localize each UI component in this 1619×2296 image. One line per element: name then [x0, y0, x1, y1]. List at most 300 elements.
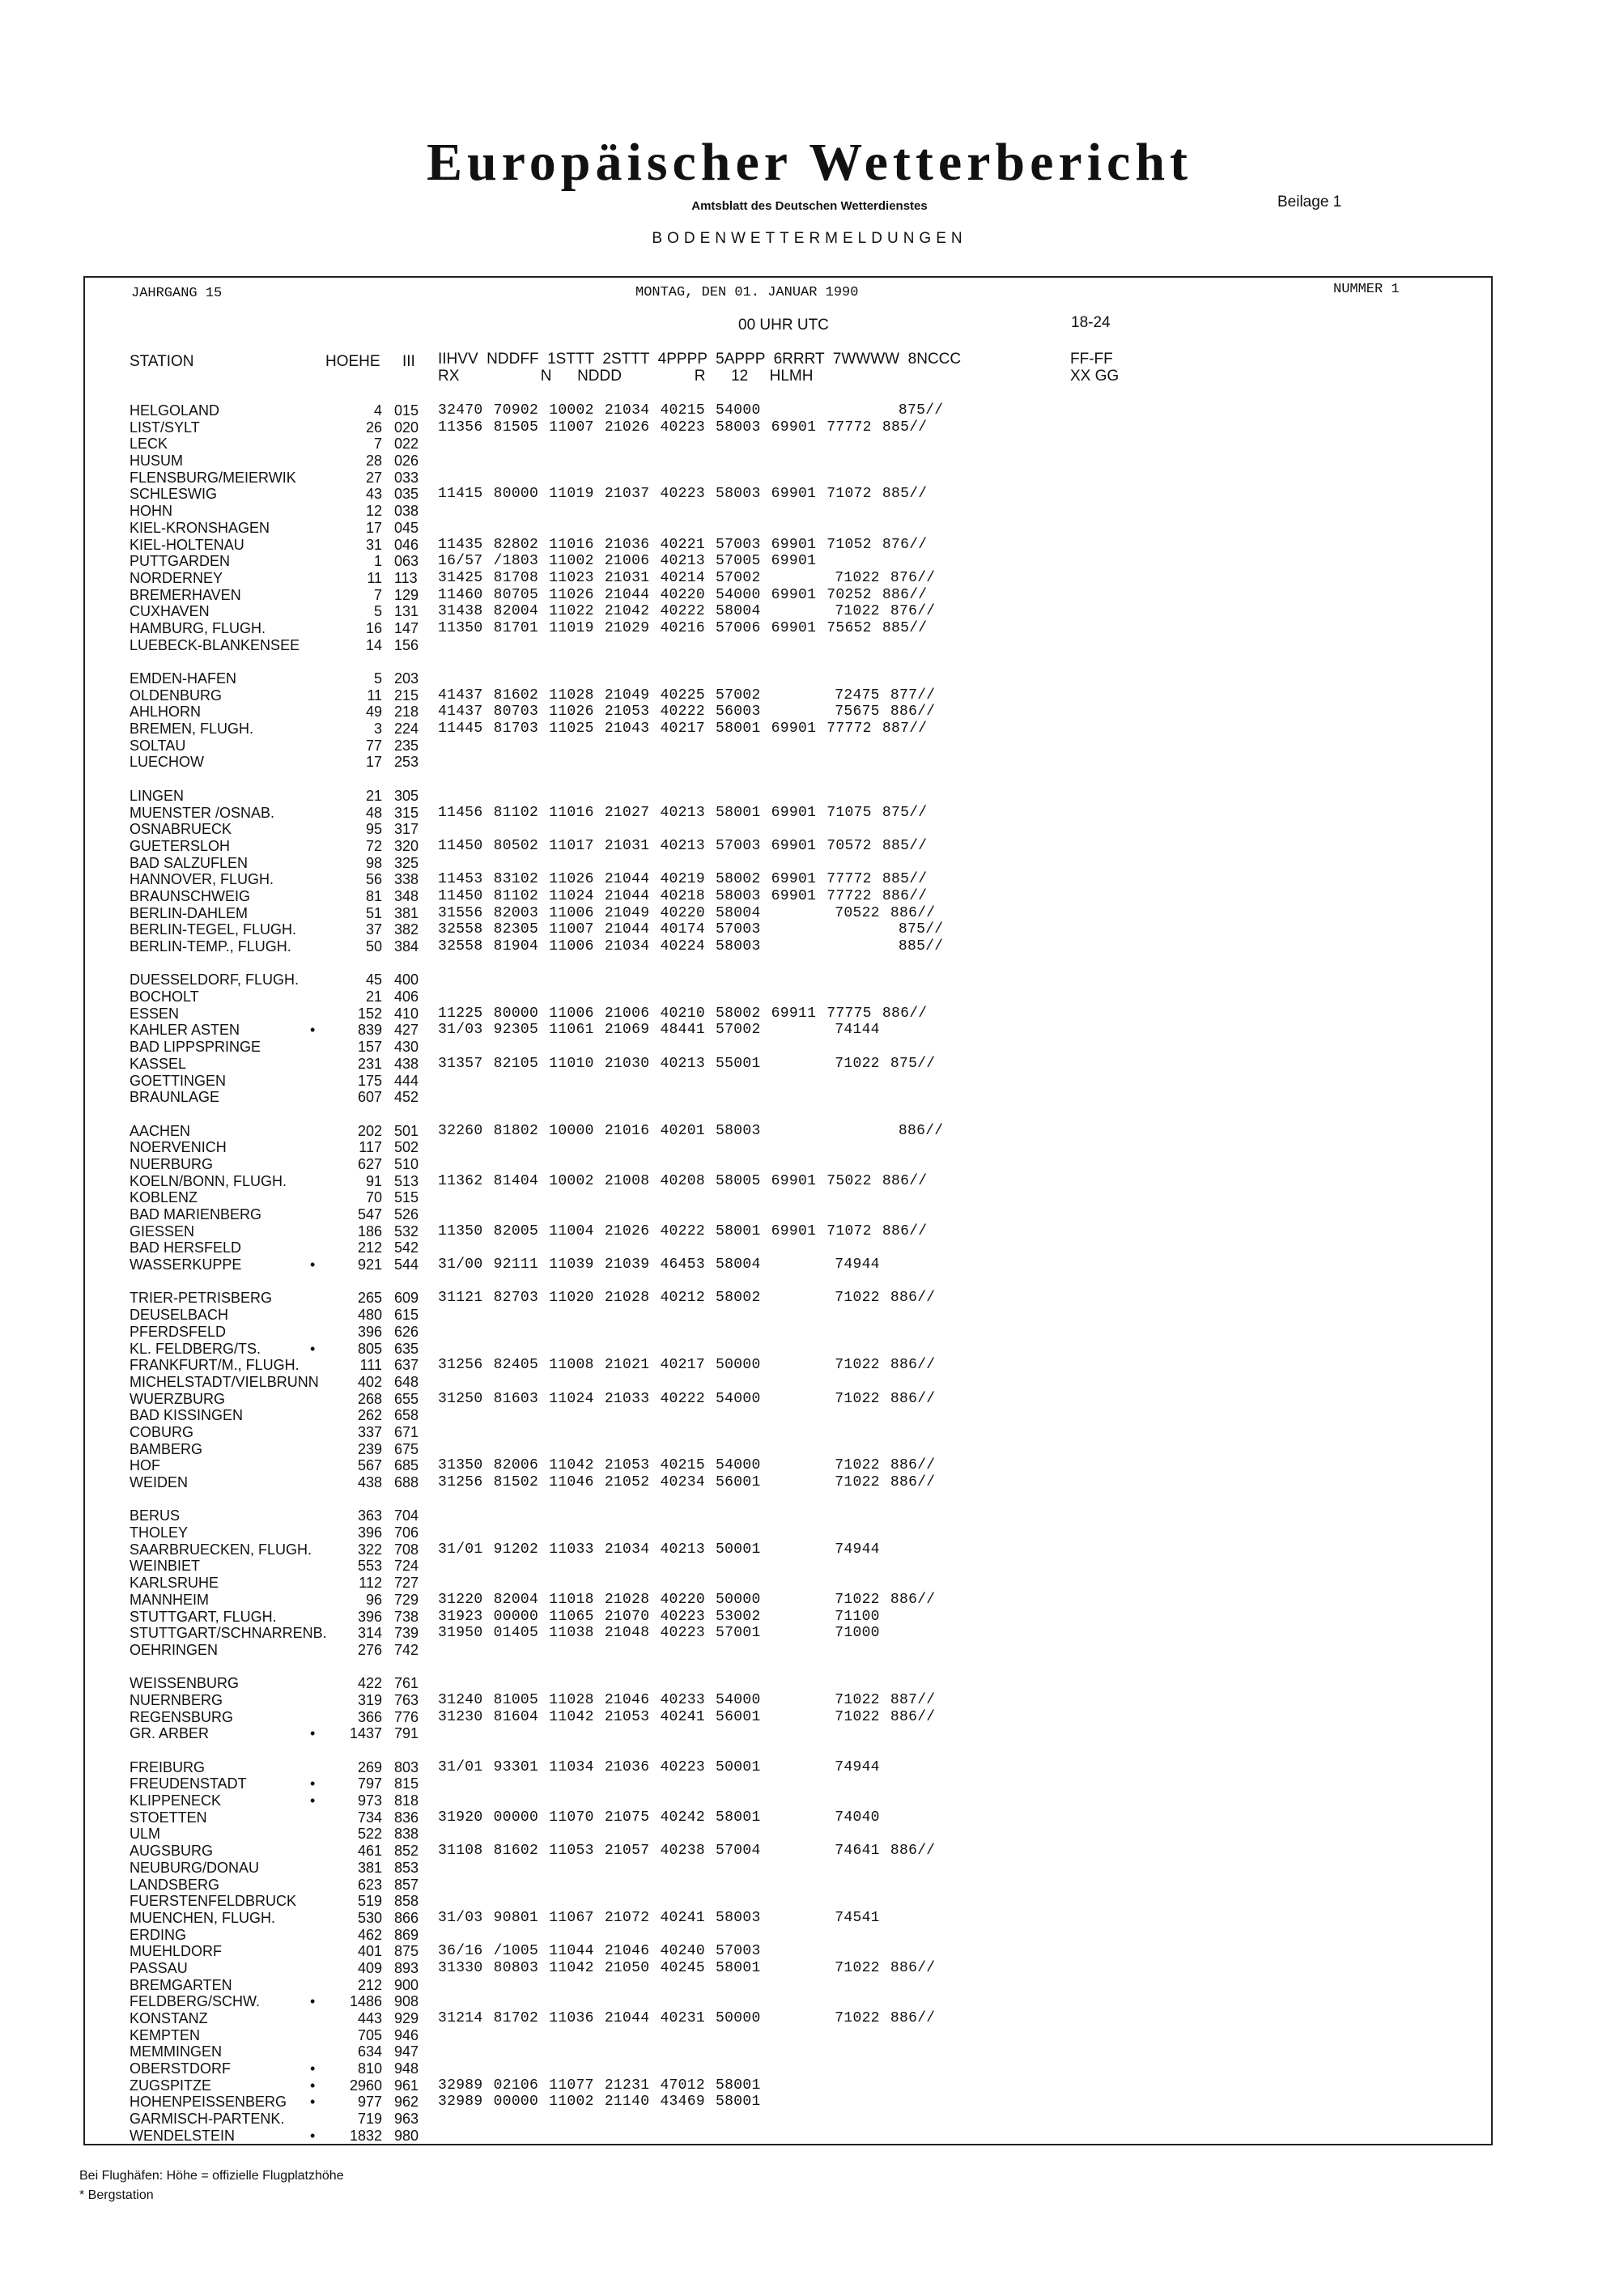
station-iii: 253 — [394, 754, 419, 771]
station-hoehe: 48 — [365, 804, 382, 821]
station-hoehe: 810 — [357, 2060, 382, 2077]
time-label: 00 UHR UTC — [738, 317, 829, 334]
station-name: KAHLER ASTEN — [130, 1022, 240, 1039]
station-hoehe: 11 — [367, 687, 382, 704]
station-name: LECK — [130, 436, 168, 453]
table-row — [0, 1173, 1619, 1190]
station-hoehe: 50 — [365, 938, 382, 955]
table-row — [0, 1609, 1619, 1626]
table-row — [0, 1474, 1619, 1491]
table-row — [0, 1524, 1619, 1541]
station-name: OEHRINGEN — [130, 1641, 219, 1658]
col-hoehe-header: HOEHE — [325, 353, 380, 370]
station-name: BAD LIPPSPRINGE — [130, 1039, 261, 1056]
station-hoehe: 627 — [357, 1155, 382, 1172]
station-codes: 32989 00000 11002 21140 43469 58001 — [438, 2094, 761, 2111]
table-row — [0, 1089, 1619, 1106]
station-codes: 31350 82006 11042 21053 40215 54000 71022 886// — [438, 1457, 936, 1474]
station-hoehe: 319 — [357, 1691, 382, 1708]
station-codes: 41437 81602 11028 21049 40225 57002 72475 877// — [438, 687, 936, 704]
station-codes: 11445 81703 11025 21043 40217 58001 69901 77772 887// — [438, 721, 928, 738]
station-hoehe: 7 — [373, 586, 382, 603]
station-iii: 515 — [394, 1189, 419, 1206]
station-hoehe: 314 — [357, 1625, 382, 1642]
station-name: MUEHLDORF — [130, 1943, 223, 1960]
table-row — [0, 1424, 1619, 1441]
station-name: SOLTAU — [130, 737, 186, 754]
station-hoehe: 719 — [357, 2111, 382, 2128]
table-row — [0, 2077, 1619, 2094]
date-label: MONTAG, DEN 01. JANUAR 1990 — [635, 285, 859, 300]
station-hoehe: 70 — [365, 1189, 382, 1206]
station-iii: 727 — [394, 1575, 419, 1592]
station-name: BAD HERSFELD — [130, 1239, 242, 1256]
station-codes: 31/01 93301 11034 21036 40223 50001 74944 — [438, 1758, 880, 1775]
bergstation-marker: • — [310, 2077, 316, 2094]
table-row — [0, 1123, 1619, 1140]
station-iii: 961 — [394, 2077, 419, 2094]
station-codes: 31/01 91202 11033 21034 40213 50001 74944 — [438, 1541, 880, 1558]
table-row — [0, 419, 1619, 436]
station-name: MUENCHEN, FLUGH. — [130, 1909, 276, 1926]
station-name: BRAUNSCHWEIG — [130, 887, 251, 904]
table-row — [0, 2043, 1619, 2060]
station-iii: 131 — [394, 603, 419, 620]
station-name: BAD MARIENBERG — [130, 1206, 262, 1222]
station-name: BAD SALZUFLEN — [130, 854, 249, 871]
station-name: AUGSBURG — [130, 1843, 214, 1860]
station-codes: 41437 80703 11026 21053 40222 56003 75675 886// — [438, 704, 936, 721]
station-iii: 410 — [394, 1005, 419, 1022]
station-iii: 739 — [394, 1625, 419, 1642]
table-row — [0, 1642, 1619, 1659]
station-name: BREMGARTEN — [130, 1976, 232, 1993]
station-iii: 655 — [394, 1390, 419, 1407]
station-name: FREUDENSTADT — [130, 1775, 247, 1792]
station-name: BERUS — [130, 1507, 181, 1524]
station-hoehe: 409 — [357, 1959, 382, 1976]
table-row — [0, 1006, 1619, 1023]
station-name: ERDING — [130, 1926, 187, 1943]
station-iii: 348 — [394, 887, 419, 904]
station-iii: 836 — [394, 1809, 419, 1826]
station-hoehe: 96 — [365, 1591, 382, 1608]
station-name: SAARBRUECKEN, FLUGH. — [130, 1541, 312, 1558]
station-hoehe: 212 — [357, 1239, 382, 1256]
col-codes-header-2: RX N NDDD R 12 HLMH — [438, 368, 814, 385]
beilage-label: Beilage 1 — [1277, 193, 1342, 210]
table-row — [0, 972, 1619, 989]
station-hoehe: 322 — [357, 1541, 382, 1558]
station-iii: 963 — [394, 2111, 419, 2128]
station-iii: 203 — [394, 670, 419, 687]
station-name: STUTTGART/SCHNARRENB. — [130, 1625, 327, 1642]
table-row — [0, 788, 1619, 805]
station-hoehe: 462 — [357, 1926, 382, 1943]
station-hoehe: 268 — [357, 1390, 382, 1407]
station-iii: 875 — [394, 1943, 419, 1960]
table-row — [0, 1910, 1619, 1927]
station-iii: 838 — [394, 1826, 419, 1843]
station-hoehe: 607 — [357, 1089, 382, 1106]
station-iii: 626 — [394, 1323, 419, 1340]
station-name: BREMERHAVEN — [130, 586, 241, 603]
station-iii: 444 — [394, 1072, 419, 1089]
station-iii: 776 — [394, 1708, 419, 1725]
station-iii: 038 — [394, 503, 419, 520]
table-row — [0, 637, 1619, 654]
table-row — [0, 1022, 1619, 1039]
station-name: NUERNBERG — [130, 1691, 223, 1708]
station-iii: 980 — [394, 2127, 419, 2144]
station-codes: 31220 82004 11018 21028 40220 50000 71022 886// — [438, 1591, 936, 1608]
station-iii: 046 — [394, 536, 419, 553]
station-iii: 315 — [394, 804, 419, 821]
table-row — [0, 1960, 1619, 1977]
station-codes: 32558 81904 11006 21034 40224 58003 885// — [438, 938, 944, 955]
station-name: OLDENBURG — [130, 687, 223, 704]
table-row — [0, 1374, 1619, 1391]
station-hoehe: 396 — [357, 1323, 382, 1340]
table-row — [0, 1709, 1619, 1726]
station-name: KOBLENZ — [130, 1189, 198, 1206]
table-row — [0, 2094, 1619, 2111]
footnote-airport: Bei Flughäfen: Höhe = offizielle Flugplatzhöhe — [79, 2169, 344, 2183]
station-name: PFERDSFELD — [130, 1323, 227, 1340]
station-iii: 317 — [394, 821, 419, 838]
station-iii: 815 — [394, 1775, 419, 1792]
station-hoehe: 157 — [357, 1039, 382, 1056]
station-iii: 542 — [394, 1239, 419, 1256]
station-iii: 742 — [394, 1641, 419, 1658]
station-codes: 11460 80705 11026 21044 40220 54000 69901 70252 886// — [438, 586, 928, 603]
station-name: HUSUM — [130, 453, 183, 470]
station-hoehe: 366 — [357, 1708, 382, 1725]
station-hoehe: 2960 — [349, 2077, 382, 2094]
station-name: KOELN/BONN, FLUGH. — [130, 1172, 287, 1189]
station-hoehe: 175 — [357, 1072, 382, 1089]
station-name: STOETTEN — [130, 1809, 207, 1826]
station-name: DEUSELBACH — [130, 1307, 229, 1324]
station-hoehe: 186 — [357, 1222, 382, 1239]
table-row — [0, 520, 1619, 537]
table-row — [0, 1843, 1619, 1860]
station-name: WUERZBURG — [130, 1390, 225, 1407]
table-row — [0, 1725, 1619, 1742]
table-row — [0, 453, 1619, 470]
station-iii: 671 — [394, 1423, 419, 1440]
station-iii: 658 — [394, 1407, 419, 1424]
station-name: WENDELSTEIN — [130, 2127, 236, 2144]
station-name: HELGOLAND — [130, 402, 220, 419]
table-row — [0, 888, 1619, 905]
table-row — [0, 1056, 1619, 1073]
station-iii: 724 — [394, 1558, 419, 1575]
station-codes: 11350 82005 11004 21026 40222 58001 69901 71072 886// — [438, 1222, 928, 1239]
table-row — [0, 620, 1619, 637]
table-row — [0, 1357, 1619, 1374]
station-name: CUXHAVEN — [130, 603, 210, 620]
station-iii: 893 — [394, 1959, 419, 1976]
station-hoehe: 14 — [365, 636, 382, 653]
station-iii: 853 — [394, 1859, 419, 1876]
table-row — [0, 754, 1619, 771]
station-iii: 384 — [394, 938, 419, 955]
table-row — [0, 1206, 1619, 1223]
station-iii: 026 — [394, 453, 419, 470]
station-iii: 129 — [394, 586, 419, 603]
bergstation-marker: • — [310, 1725, 316, 1742]
station-iii: 637 — [394, 1357, 419, 1374]
station-name: COBURG — [130, 1423, 194, 1440]
station-name: KONSTANZ — [130, 2010, 208, 2026]
station-codes: 11450 80502 11017 21031 40213 57003 69901 70572 885// — [438, 837, 928, 854]
station-hoehe: 27 — [365, 469, 382, 486]
station-codes: 11362 81404 10002 21008 40208 58005 69901 75022 886// — [438, 1172, 928, 1189]
station-hoehe: 56 — [365, 871, 382, 888]
col-ff-header-2: XX GG — [1070, 368, 1120, 385]
table-row — [0, 1759, 1619, 1776]
station-iii: 858 — [394, 1893, 419, 1910]
station-codes: 36/16 /1005 11044 21046 40240 57003 — [438, 1943, 761, 1960]
station-name: BERLIN-TEGEL, FLUGH. — [130, 921, 297, 938]
station-hoehe: 402 — [357, 1373, 382, 1390]
bergstation-marker: • — [310, 2127, 316, 2144]
table-row — [0, 1391, 1619, 1408]
station-name: HOHN — [130, 503, 172, 520]
station-name: OBERSTDORF — [130, 2060, 232, 2077]
station-iii: 305 — [394, 787, 419, 804]
station-codes: 31/00 92111 11039 21039 46453 58004 74944 — [438, 1256, 880, 1273]
station-hoehe: 3 — [373, 721, 382, 738]
station-name: BREMEN, FLUGH. — [130, 721, 254, 738]
table-row — [0, 738, 1619, 755]
station-name: MANNHEIM — [130, 1591, 209, 1608]
station-hoehe: 111 — [359, 1357, 382, 1374]
station-hoehe: 623 — [357, 1876, 382, 1893]
station-iii: 513 — [394, 1172, 419, 1189]
station-name: PASSAU — [130, 1959, 188, 1976]
station-name: MEMMINGEN — [130, 2043, 222, 2060]
table-row — [0, 1189, 1619, 1206]
station-codes: 11225 80000 11006 21006 40210 58002 69911 77775 886// — [438, 1005, 928, 1022]
station-iii: 502 — [394, 1139, 419, 1156]
station-iii: 526 — [394, 1206, 419, 1222]
station-iii: 729 — [394, 1591, 419, 1608]
table-row — [0, 1239, 1619, 1256]
station-iii: 761 — [394, 1675, 419, 1692]
table-row — [0, 1877, 1619, 1894]
station-hoehe: 422 — [357, 1675, 382, 1692]
station-hoehe: 45 — [365, 972, 382, 989]
col-codes-header-1: IIHVV NDDFF 1STTT 2STTT 4PPPP 5APPP 6RRRT 7WWWW 8NCCC — [438, 351, 962, 368]
station-iii: 022 — [394, 436, 419, 453]
station-codes: 11456 81102 11016 21027 40213 58001 69901 71075 875// — [438, 804, 928, 821]
station-hoehe: 480 — [357, 1307, 382, 1324]
table-row — [0, 938, 1619, 955]
station-iii: 156 — [394, 636, 419, 653]
station-iii: 452 — [394, 1089, 419, 1106]
station-codes: 31/03 92305 11061 21069 48441 57002 74144 — [438, 1022, 880, 1039]
station-iii: 020 — [394, 419, 419, 436]
station-iii: 015 — [394, 402, 419, 419]
station-name: BAMBERG — [130, 1440, 203, 1457]
table-row — [0, 1943, 1619, 1960]
station-iii: 869 — [394, 1926, 419, 1943]
station-hoehe: 396 — [357, 1608, 382, 1625]
station-name: FELDBERG/SCHW. — [130, 1993, 261, 2010]
station-hoehe: 17 — [365, 754, 382, 771]
station-hoehe: 5 — [373, 670, 382, 687]
station-iii: 818 — [394, 1792, 419, 1809]
station-hoehe: 269 — [357, 1758, 382, 1775]
station-iii: 708 — [394, 1541, 419, 1558]
station-name: REGENSBURG — [130, 1708, 234, 1725]
station-name: HAMBURG, FLUGH. — [130, 619, 266, 636]
station-codes: 16/57 /1803 11002 21006 40213 57005 69901 — [438, 553, 817, 570]
table-row — [0, 670, 1619, 687]
station-hoehe: 1832 — [349, 2127, 382, 2144]
station-codes: 31425 81708 11023 21031 40214 57002 71022 876// — [438, 569, 936, 586]
station-name: PUTTGARDEN — [130, 553, 231, 570]
station-iii: 685 — [394, 1457, 419, 1474]
jahrgang-label: JAHRGANG 15 — [131, 286, 223, 301]
station-hoehe: 202 — [357, 1122, 382, 1139]
table-row — [0, 905, 1619, 922]
station-hoehe: 553 — [357, 1558, 382, 1575]
station-name: KEMPTEN — [130, 2026, 201, 2043]
station-name: KARLSRUHE — [130, 1575, 219, 1592]
table-row — [0, 1139, 1619, 1156]
station-hoehe: 212 — [357, 1976, 382, 1993]
station-name: MUENSTER /OSNAB. — [130, 804, 275, 821]
station-iii: 501 — [394, 1122, 419, 1139]
station-iii: 033 — [394, 469, 419, 486]
station-iii: 857 — [394, 1876, 419, 1893]
station-codes: 31240 81005 11028 21046 40233 54000 71022 887// — [438, 1691, 936, 1708]
station-hoehe: 26 — [365, 419, 382, 436]
station-codes: 32260 81802 10000 21016 40201 58003 886// — [438, 1122, 944, 1139]
station-name: BOCHOLT — [130, 989, 199, 1006]
station-codes: 32989 02106 11077 21231 47012 58001 — [438, 2077, 761, 2094]
station-iii: 635 — [394, 1340, 419, 1357]
station-iii: 035 — [394, 486, 419, 503]
table-row — [0, 871, 1619, 888]
station-table — [0, 402, 1619, 2145]
station-hoehe: 37 — [365, 921, 382, 938]
station-name: WEISSENBURG — [130, 1675, 240, 1692]
period-label: 18-24 — [1071, 314, 1111, 331]
station-name: AACHEN — [130, 1122, 191, 1139]
table-row — [0, 1324, 1619, 1341]
table-row — [0, 570, 1619, 587]
table-row — [0, 436, 1619, 453]
station-name: KL. FELDBERG/TS. — [130, 1340, 261, 1357]
station-codes: 31330 80803 11042 21050 40245 58001 71022 886// — [438, 1959, 936, 1976]
station-name: LIST/SYLT — [130, 419, 200, 436]
station-name: FLENSBURG/MEIERWIK — [130, 469, 296, 486]
station-iii: 045 — [394, 519, 419, 536]
table-row — [0, 503, 1619, 520]
station-codes: 31/03 90801 11067 21072 40241 58003 74541 — [438, 1909, 880, 1926]
table-row — [0, 1792, 1619, 1809]
bergstation-marker: • — [310, 2094, 316, 2111]
table-row — [0, 1675, 1619, 1692]
station-hoehe: 31 — [365, 536, 382, 553]
station-iii: 438 — [394, 1055, 419, 1072]
station-iii: 615 — [394, 1307, 419, 1324]
station-iii: 908 — [394, 1993, 419, 2010]
nummer-label: NUMMER 1 — [1333, 282, 1400, 297]
section-title: BODENWETTERMELDUNGEN — [652, 230, 967, 247]
station-name: LUECHOW — [130, 754, 205, 771]
station-hoehe: 7 — [373, 436, 382, 453]
station-hoehe: 276 — [357, 1641, 382, 1658]
station-hoehe: 81 — [365, 887, 382, 904]
table-row — [0, 1993, 1619, 2010]
station-name: GUETERSLOH — [130, 837, 231, 854]
bergstation-marker: • — [310, 1792, 316, 1809]
station-hoehe: 734 — [357, 1809, 382, 1826]
station-codes: 32470 70902 10002 21034 40215 54000 875// — [438, 402, 944, 419]
station-hoehe: 839 — [357, 1022, 382, 1039]
station-hoehe: 152 — [357, 1005, 382, 1022]
station-name: GIESSEN — [130, 1222, 195, 1239]
table-row — [0, 1575, 1619, 1592]
table-row — [0, 721, 1619, 738]
station-name: OSNABRUECK — [130, 821, 232, 838]
station-codes: 11356 81505 11007 21026 40223 58003 69901 77772 885// — [438, 419, 928, 436]
station-iii: 427 — [394, 1022, 419, 1039]
table-row — [0, 1893, 1619, 1910]
table-row — [0, 603, 1619, 620]
station-hoehe: 547 — [357, 1206, 382, 1222]
station-iii: 900 — [394, 1976, 419, 1993]
station-iii: 063 — [394, 553, 419, 570]
table-row — [0, 1307, 1619, 1324]
station-hoehe: 381 — [357, 1859, 382, 1876]
station-hoehe: 262 — [357, 1407, 382, 1424]
station-codes: 31357 82105 11010 21030 40213 55001 71022 875// — [438, 1055, 936, 1072]
station-iii: 648 — [394, 1373, 419, 1390]
station-iii: 235 — [394, 737, 419, 754]
station-codes: 31256 81502 11046 21052 40234 56001 71022 886// — [438, 1474, 936, 1490]
station-name: HANNOVER, FLUGH. — [130, 871, 274, 888]
bergstation-marker: • — [310, 2060, 316, 2077]
station-iii: 947 — [394, 2043, 419, 2060]
station-hoehe: 461 — [357, 1843, 382, 1860]
station-hoehe: 634 — [357, 2043, 382, 2060]
station-hoehe: 49 — [365, 704, 382, 721]
table-row — [0, 1290, 1619, 1307]
table-row — [0, 1625, 1619, 1642]
station-hoehe: 519 — [357, 1893, 382, 1910]
station-iii: 325 — [394, 854, 419, 871]
bergstation-marker: • — [310, 1022, 316, 1039]
table-row — [0, 821, 1619, 838]
station-codes: 31923 00000 11065 21070 40223 53002 71100 — [438, 1608, 880, 1625]
table-row — [0, 1692, 1619, 1709]
station-hoehe: 363 — [357, 1507, 382, 1524]
station-codes: 31230 81604 11042 21053 40241 56001 71022 886// — [438, 1708, 936, 1725]
station-hoehe: 117 — [359, 1139, 382, 1156]
station-name: LANDSBERG — [130, 1876, 220, 1893]
station-iii: 532 — [394, 1222, 419, 1239]
station-codes: 32558 82305 11007 21044 40174 57003 875// — [438, 921, 944, 938]
table-row — [0, 402, 1619, 419]
station-hoehe: 705 — [357, 2026, 382, 2043]
bergstation-marker: • — [310, 1340, 316, 1357]
